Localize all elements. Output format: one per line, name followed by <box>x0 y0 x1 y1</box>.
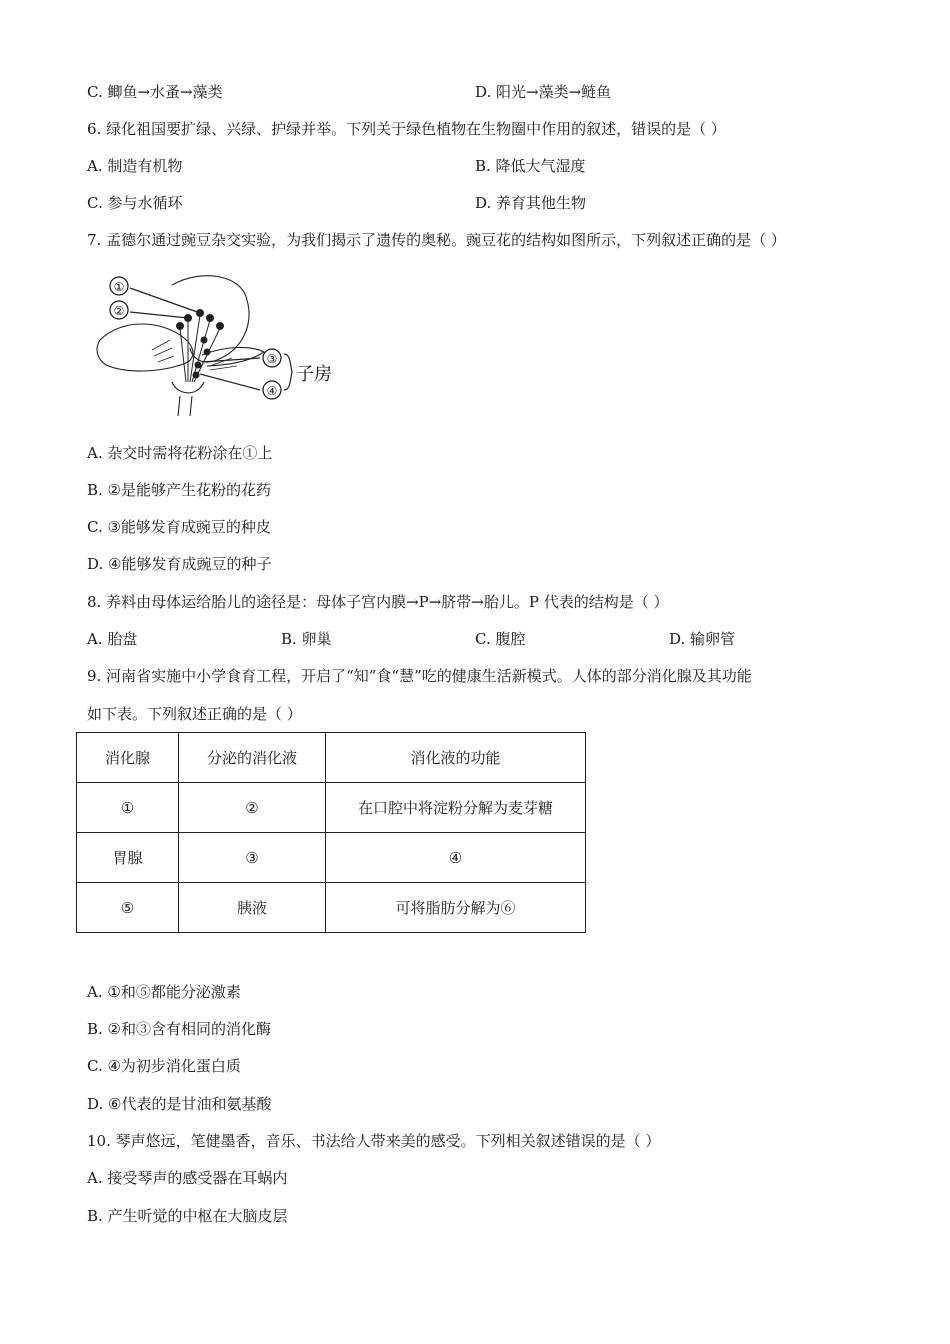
table-cell: ⑤ <box>77 883 179 933</box>
q6-option-b: B. 降低大气湿度 <box>475 157 586 175</box>
digestive-gland-table <box>76 732 586 933</box>
q7-option-d: D. ④能够发育成豌豆的种子 <box>87 555 272 573</box>
q7-option-c: C. ③能够发育成豌豆的种皮 <box>87 518 271 536</box>
q6-option-c: C. 参与水循环 <box>87 194 183 212</box>
q10-stem: 10. 琴声悠远，笔健墨香，音乐、书法给人带来美的感受。下列相关叙述错误的是（ ） <box>87 1132 661 1150</box>
table-header-cell: 消化腺 <box>77 733 179 783</box>
table-cell: ② <box>179 783 326 833</box>
q8-stem: 8. 养料由母体运给胎儿的途径是：母体子宫内膜→P→脐带→胎儿。P 代表的结构是（ ） <box>87 593 669 611</box>
q9-option-b: B. ②和③含有相同的消化酶 <box>87 1020 272 1038</box>
table-row <box>77 783 586 833</box>
q6-option-d: D. 养育其他生物 <box>475 194 587 212</box>
table-cell: ① <box>77 783 179 833</box>
table-cell: 胃腺 <box>77 833 179 883</box>
q10-option-a: A. 接受琴声的感受器在耳蜗内 <box>87 1169 288 1187</box>
pea-flower-figure <box>92 270 352 420</box>
table-cell: ④ <box>326 833 586 883</box>
table-cell: 在口腔中将淀粉分解为麦芽糖 <box>326 783 586 833</box>
q6-stem: 6. 绿化祖国要扩绿、兴绿、护绿并举。下列关于绿色植物在生物圈中作用的叙述，错误的是（ ） <box>87 120 726 138</box>
table-cell: ③ <box>179 833 326 883</box>
table-row <box>77 833 586 883</box>
table-row <box>77 883 586 933</box>
q8-option-c: C. 腹腔 <box>475 630 526 648</box>
q10-option-b: B. 产生听觉的中枢在大脑皮层 <box>87 1207 288 1225</box>
q9-stem-line2: 如下表。下列叙述正确的是（ ） <box>87 705 302 723</box>
q9-option-d: D. ⑥代表的是甘油和氨基酸 <box>87 1095 272 1113</box>
q9-stem-line1: 9. 河南省实施中小学食育工程，开启了“知”食“慧”吃的健康生活新模式。人体的部分消化腺及其功能 <box>87 667 752 685</box>
figure-label-ovary: 子房 <box>296 364 332 385</box>
q5-option-c: C. 鲫鱼→水蚤→藻类 <box>87 83 223 101</box>
q7-option-a: A. 杂交时需将花粉涂在①上 <box>87 444 273 462</box>
q9-option-c: C. ④为初步消化蛋白质 <box>87 1057 241 1075</box>
figure-label-2: ② <box>113 304 125 318</box>
q5-option-d: D. 阳光→藻类→鲢鱼 <box>475 83 612 101</box>
q8-option-a: A. 胎盘 <box>87 630 138 648</box>
table-header-cell: 分泌的消化液 <box>179 733 326 783</box>
figure-label-4: ④ <box>266 384 278 398</box>
table-header-row <box>77 733 586 783</box>
q6-option-a: A. 制造有机物 <box>87 157 183 175</box>
q9-option-a: A. ①和⑤都能分泌激素 <box>87 983 241 1001</box>
q8-option-b: B. 卵巢 <box>281 630 332 648</box>
table-cell: 可将脂肪分解为⑥ <box>326 883 586 933</box>
q7-stem: 7. 孟德尔通过豌豆杂交实验，为我们揭示了遗传的奥秘。豌豆花的结构如图所示，下列叙述正确的是（ ） <box>87 231 786 249</box>
figure-label-3: ③ <box>266 352 278 366</box>
table-header-cell: 消化液的功能 <box>326 733 586 783</box>
q7-option-b: B. ②是能够产生花粉的花药 <box>87 481 272 499</box>
figure-label-1: ① <box>113 280 125 294</box>
table-cell: 胰液 <box>179 883 326 933</box>
q8-option-d: D. 输卵管 <box>669 630 736 648</box>
